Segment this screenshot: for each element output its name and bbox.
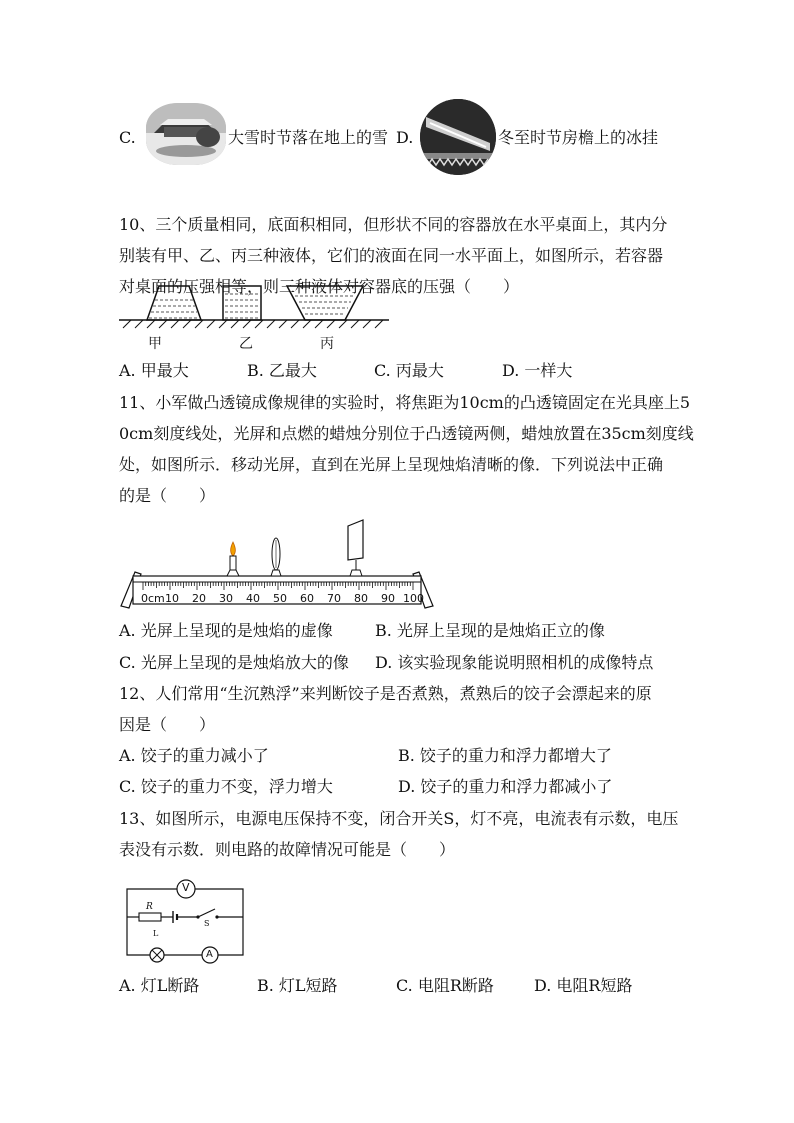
container-jia <box>147 286 201 320</box>
light-screen <box>348 520 363 576</box>
q11-option-c[interactable]: C. 光屏上呈现的是烛焰放大的像 <box>119 653 349 672</box>
convex-lens <box>271 538 281 576</box>
q11-stem-line3: 处，如图所示．移动光屏，直到在光屏上呈现烛焰清晰的像．下列说法中正确 <box>119 455 664 474</box>
q11-stem-line2: 0cm刻度线处，光屏和点燃的蜡烛分别位于凸透镜两侧，蜡烛放置在35cm刻度线 <box>119 424 694 443</box>
q12-option-c[interactable]: C. 饺子的重力不变，浮力增大 <box>119 777 333 796</box>
voltmeter-label: V <box>182 881 190 894</box>
switch-s <box>198 909 215 917</box>
snow-scene-icon <box>146 103 226 165</box>
q13-option-a[interactable]: A. 灯L断路 <box>119 976 200 995</box>
q13-option-c[interactable]: C. 电阻R断路 <box>396 976 494 995</box>
scale-label: 70 <box>327 592 341 605</box>
scale-label: 80 <box>354 592 368 605</box>
q11-option-b[interactable]: B. 光屏上呈现的是烛焰正立的像 <box>375 621 605 640</box>
q9-option-c-letter: C. <box>119 128 136 147</box>
q11-option-a[interactable]: A. 光屏上呈现的是烛焰的虚像 <box>119 621 333 640</box>
q13-stem-line2: 表没有示数．则电路的故障情况可能是（ ） <box>119 840 456 859</box>
q11-option-d[interactable]: D. 该实验现象能说明照相机的成像特点 <box>375 653 654 672</box>
scale-label: 10 <box>165 592 179 605</box>
q9-option-d-letter: D. <box>396 128 414 147</box>
q9-option-d-text: 冬至时节房檐上的冰挂 <box>498 128 659 147</box>
q10-option-c[interactable]: C. 丙最大 <box>374 361 444 380</box>
label-yi: 乙 <box>239 336 253 352</box>
scale-label: 0cm <box>141 592 165 605</box>
icicle-photo <box>420 99 496 175</box>
lamp-label: L <box>153 929 159 938</box>
ammeter-label: A <box>206 949 213 960</box>
q10-option-b[interactable]: B. 乙最大 <box>247 361 317 380</box>
snow-photo <box>146 103 226 165</box>
q9-option-c-text: 大雪时节落在地上的雪 <box>228 128 389 147</box>
scale-label: 90 <box>381 592 395 605</box>
q12-option-a[interactable]: A. 饺子的重力减小了 <box>119 746 269 765</box>
q12-option-b[interactable]: B. 饺子的重力和浮力都增大了 <box>398 746 612 765</box>
candle <box>227 542 239 576</box>
resistor-r <box>139 913 161 921</box>
scale-label: 60 <box>300 592 314 605</box>
q12-stem-line1: 12、人们常用“生沉熟浮”来判断饺子是否煮熟，煮熟后的饺子会漂起来的原 <box>119 684 652 703</box>
scale-label: 50 <box>273 592 287 605</box>
q10-stem-line3: 对桌面的压强相等，则三种液体对容器底的压强（ ） <box>119 277 520 296</box>
scale-label: 100 <box>403 592 424 605</box>
switch-label: S <box>204 919 210 928</box>
q10-stem-line2: 别装有甲、乙、丙三种液体，它们的液面在同一水平面上，如图所示，若容器 <box>119 246 664 265</box>
q11-stem-line1: 11、小军做凸透镜成像规律的实验时，将焦距为10cm的凸透镜固定在光具座上5 <box>119 393 691 412</box>
table-hatching <box>123 320 383 328</box>
q10-option-d[interactable]: D. 一样大 <box>502 361 573 380</box>
q12-option-d[interactable]: D. 饺子的重力和浮力都减小了 <box>398 777 613 796</box>
q12-stem-line2: 因是（ ） <box>119 715 216 734</box>
q13-option-d[interactable]: D. 电阻R短路 <box>534 976 633 995</box>
q10-stem-line1: 10、三个质量相同，底面积相同，但形状不同的容器放在水平桌面上，其内分 <box>119 215 668 234</box>
container-yi <box>223 286 261 320</box>
q13-option-b[interactable]: B. 灯L短路 <box>257 976 338 995</box>
icicle-scene-icon <box>420 99 496 175</box>
label-bing: 丙 <box>320 336 334 352</box>
scale-label: 30 <box>219 592 233 605</box>
q13-stem-line1: 13、如图所示，电源电压保持不变，闭合开关S，灯不亮，电流表有示数，电压 <box>119 809 679 828</box>
label-jia: 甲 <box>148 336 162 352</box>
resistor-label: R <box>146 902 153 912</box>
q11-stem-line4: 的是（ ） <box>119 486 216 505</box>
container-bing <box>287 286 363 320</box>
scale-label: 40 <box>246 592 260 605</box>
q10-option-a[interactable]: A. 甲最大 <box>119 361 189 380</box>
scale-label: 20 <box>192 592 206 605</box>
